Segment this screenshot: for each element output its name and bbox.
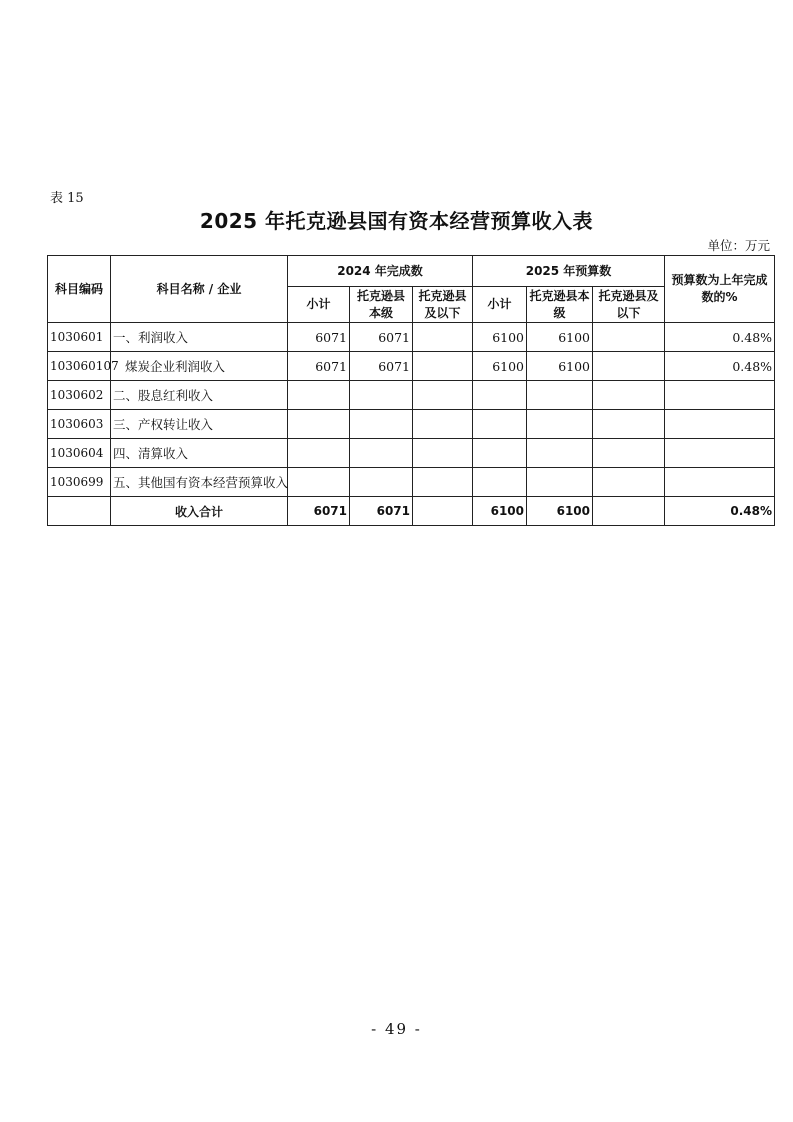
row-ratio: 0.48% — [665, 352, 775, 381]
header-2025-below-county: 托克逊县及以下 — [593, 287, 665, 323]
row-2025-subtotal — [473, 439, 527, 468]
total-2024-subtotal: 6071 — [288, 497, 350, 526]
row-2025-below-county — [593, 468, 665, 497]
row-code: 103060107 — [48, 352, 111, 381]
header-2025-group: 2025 年预算数 — [473, 256, 665, 287]
row-2024-county-level: 6071 — [350, 323, 413, 352]
row-2024-below-county — [413, 410, 473, 439]
row-ratio — [665, 468, 775, 497]
row-2024-below-county — [413, 468, 473, 497]
row-2025-county-level: 6100 — [527, 323, 593, 352]
total-2025-county-level: 6100 — [527, 497, 593, 526]
row-code: 1030604 — [48, 439, 111, 468]
row-2025-subtotal: 6100 — [473, 352, 527, 381]
row-2024-county-level: 6071 — [350, 352, 413, 381]
row-2024-county-level — [350, 468, 413, 497]
table-row — [48, 381, 775, 410]
row-ratio — [665, 410, 775, 439]
header-ratio: 预算数为上年完成数的% — [665, 256, 775, 323]
row-2024-below-county — [413, 323, 473, 352]
row-2025-subtotal — [473, 468, 527, 497]
row-2024-subtotal: 6071 — [288, 352, 350, 381]
table-number: 表 15 — [50, 191, 84, 206]
total-row — [48, 497, 775, 526]
row-2025-subtotal — [473, 381, 527, 410]
row-name: 煤炭企业利润收入 — [111, 352, 288, 381]
row-code: 1030603 — [48, 410, 111, 439]
row-2025-county-level — [527, 468, 593, 497]
row-ratio — [665, 381, 775, 410]
row-2024-below-county — [413, 439, 473, 468]
budget-table — [47, 255, 775, 526]
row-2024-county-level — [350, 410, 413, 439]
row-name: 五、其他国有资本经营预算收入 — [111, 468, 288, 497]
row-2025-subtotal: 6100 — [473, 323, 527, 352]
unit-label: 单位：万元 — [707, 238, 770, 253]
row-2025-county-level — [527, 410, 593, 439]
table-row — [48, 352, 775, 381]
header-2024-group: 2024 年完成数 — [288, 256, 473, 287]
row-2025-below-county — [593, 439, 665, 468]
document-title: 2025 年托克逊县国有资本经营预算收入表 — [199, 209, 594, 233]
row-name: 二、股息红利收入 — [111, 381, 288, 410]
row-ratio: 0.48% — [665, 323, 775, 352]
header-2024-county-level: 托克逊县本级 — [350, 287, 413, 323]
row-2025-below-county — [593, 410, 665, 439]
header-2024-below-county: 托克逊县及以下 — [413, 287, 473, 323]
table-row — [48, 468, 775, 497]
row-2024-subtotal — [288, 468, 350, 497]
row-code: 1030601 — [48, 323, 111, 352]
row-2024-subtotal — [288, 381, 350, 410]
header-2025-county-level: 托克逊县本级 — [527, 287, 593, 323]
total-2025-below-county — [593, 497, 665, 526]
table-row — [48, 323, 775, 352]
row-2025-below-county — [593, 352, 665, 381]
row-2025-county-level: 6100 — [527, 352, 593, 381]
row-2024-below-county — [413, 381, 473, 410]
row-code: 1030699 — [48, 468, 111, 497]
row-name: 四、清算收入 — [111, 439, 288, 468]
header-row-1 — [48, 256, 775, 287]
total-ratio: 0.48% — [665, 497, 775, 526]
total-2024-below-county — [413, 497, 473, 526]
header-2024-subtotal: 小计 — [288, 287, 350, 323]
total-label: 收入合计 — [111, 497, 288, 526]
total-2025-subtotal: 6100 — [473, 497, 527, 526]
table-row — [48, 439, 775, 468]
row-2024-subtotal — [288, 439, 350, 468]
header-code: 科目编码 — [48, 256, 111, 323]
row-2025-subtotal — [473, 410, 527, 439]
row-2025-below-county — [593, 323, 665, 352]
row-name: 一、利润收入 — [111, 323, 288, 352]
row-2025-county-level — [527, 381, 593, 410]
row-name: 三、产权转让收入 — [111, 410, 288, 439]
row-code: 1030602 — [48, 381, 111, 410]
header-2025-subtotal: 小计 — [473, 287, 527, 323]
row-2024-county-level — [350, 439, 413, 468]
row-2024-below-county — [413, 352, 473, 381]
row-ratio — [665, 439, 775, 468]
row-2024-subtotal: 6071 — [288, 323, 350, 352]
page-number: - 49 - — [371, 1020, 422, 1038]
row-2024-county-level — [350, 381, 413, 410]
row-2025-county-level — [527, 439, 593, 468]
total-2024-county-level: 6071 — [350, 497, 413, 526]
header-name: 科目名称 / 企业 — [111, 256, 288, 323]
total-code — [48, 497, 111, 526]
row-2025-below-county — [593, 381, 665, 410]
row-2024-subtotal — [288, 410, 350, 439]
table-row — [48, 410, 775, 439]
